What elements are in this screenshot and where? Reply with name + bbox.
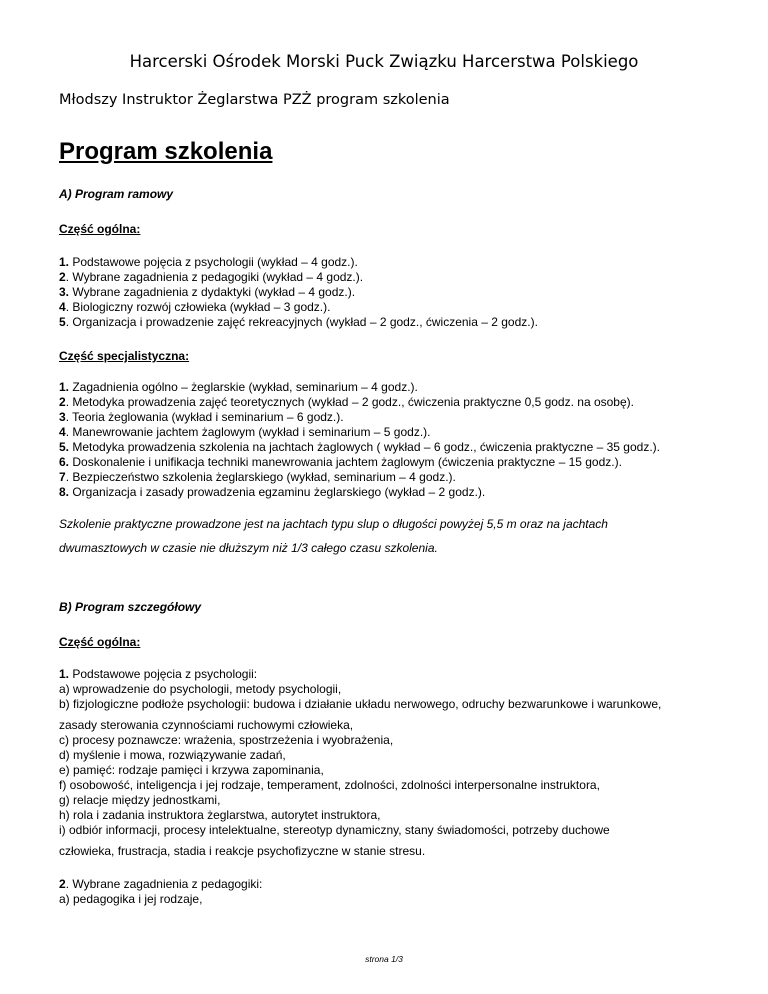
topic-1-title: 1. Podstawowe pojęcia z psychologii: [59,667,258,681]
list-item: 6. Doskonalenie i unifikacja techniki manewrowania jachtem żaglowym (ćwiczenia praktyczne – 15 godz.). [59,455,622,469]
list-item: 8. Organizacja i zasady prowadzenia egzaminu żeglarskiego (wykład – 2 godz.). [59,485,486,499]
list-item: 1. Zagadnienia ogólno – żeglarskie (wykład, seminarium – 4 godz.). [59,380,418,394]
list-item: g) relacje między jednostkami, [59,793,221,807]
page-number: strona 1/3 [365,954,403,964]
list-item: f) osobowość, inteligencja i jej rodzaje, temperament, zdolności, zdolności interpersonalne instruktora, [59,778,600,792]
topic-2-block [59,877,262,907]
topic-1-block [59,667,661,859]
list-item: 4. Biologiczny rozwój człowieka (wykład – 3 godz.). [59,300,331,314]
list-item: człowieka, frustracja, stadia i reakcje psychofizyczne w stanie stresu. [59,844,426,858]
section-b-general-heading: Część ogólna: [59,635,141,649]
list-item: 4. Manewrowanie jachtem żaglowym (wykład i seminarium – 5 godz.). [59,425,431,439]
list-item: a) pedagogika i jej rodzaje, [59,892,203,906]
list-item: 3. Wybrane zagadnienia z dydaktyki (wykład – 4 godz.). [59,285,356,299]
section-b-heading: B) Program szczegółowy [59,600,202,614]
list-item: a) wprowadzenie do psychologii, metody psychologii, [59,682,342,696]
list-item: 5. Metodyka prowadzenia szkolenia na jachtach żaglowych ( wykład – 6 godz., ćwiczenia praktyczne – 35 godz.). [59,440,660,454]
list-item: h) rola i zadania instruktora żeglarstwa, autorytet instruktora, [59,808,381,822]
organization-header: Harcerski Ośrodek Morski Puck Związku Harcerstwa Polskiego [129,52,639,71]
list-item: c) procesy poznawcze: wrażenia, spostrzeżenia i wyobrażenia, [59,733,394,747]
topic-2-title: 2. Wybrane zagadnienia z pedagogiki: [59,877,263,891]
page-title: Program szkolenia [59,138,273,165]
list-item: zasady sterowania czynnościami ruchowymi człowieka, [59,718,354,732]
section-a-general-list [59,255,538,330]
list-item: e) pamięć: rodzaje pamięci i krzywa zapominania, [59,763,324,777]
list-item: 1. Podstawowe pojęcia z psychologii (wykład – 4 godz.). [59,255,358,269]
course-subtitle: Młodszy Instruktor Żeglarstwa PZŻ program szkolenia [59,92,450,108]
list-item: 2. Metodyka prowadzenia zajęć teoretycznych (wykład – 2 godz., ćwiczenia praktyczne 0,5 godz. na osobę). [59,395,634,409]
list-item: 5. Organizacja i prowadzenie zajęć rekreacyjnych (wykład – 2 godz., ćwiczenia – 2 godz.). [59,315,538,329]
section-a-heading: A) Program ramowy [59,187,174,201]
list-item: b) fizjologiczne podłoże psychologii: budowa i działanie układu nerwowego, odruchy bezwarunkowe i warunkowe, [59,697,662,711]
section-a-specialist-list [59,380,660,500]
section-a-specialist-heading: Część specjalistyczna: [59,349,190,363]
list-item: 7. Bezpieczeństwo szkolenia żeglarskiego (wykład, seminarium – 4 godz.). [59,470,456,484]
list-item: i) odbiór informacji, procesy intelektualne, stereotyp dynamiczny, stany świadomości, potrzeby duchowe [59,823,610,837]
note-paragraph: Szkolenie praktyczne prowadzone jest na jachtach typu slup o długości powyżej 5,5 m oraz na jachtach dwumasztowych w czasie nie dłuższym niż 1/3 całego czasu szkolenia. [59,517,608,555]
list-item: d) myślenie i mowa, rozwiązywanie zadań, [59,748,286,762]
section-a-general-heading: Część ogólna: [59,222,141,236]
list-item: 3. Teoria żeglowania (wykład i seminarium – 6 godz.). [59,410,344,424]
list-item: 2. Wybrane zagadnienia z pedagogiki (wykład – 4 godz.). [59,270,364,284]
